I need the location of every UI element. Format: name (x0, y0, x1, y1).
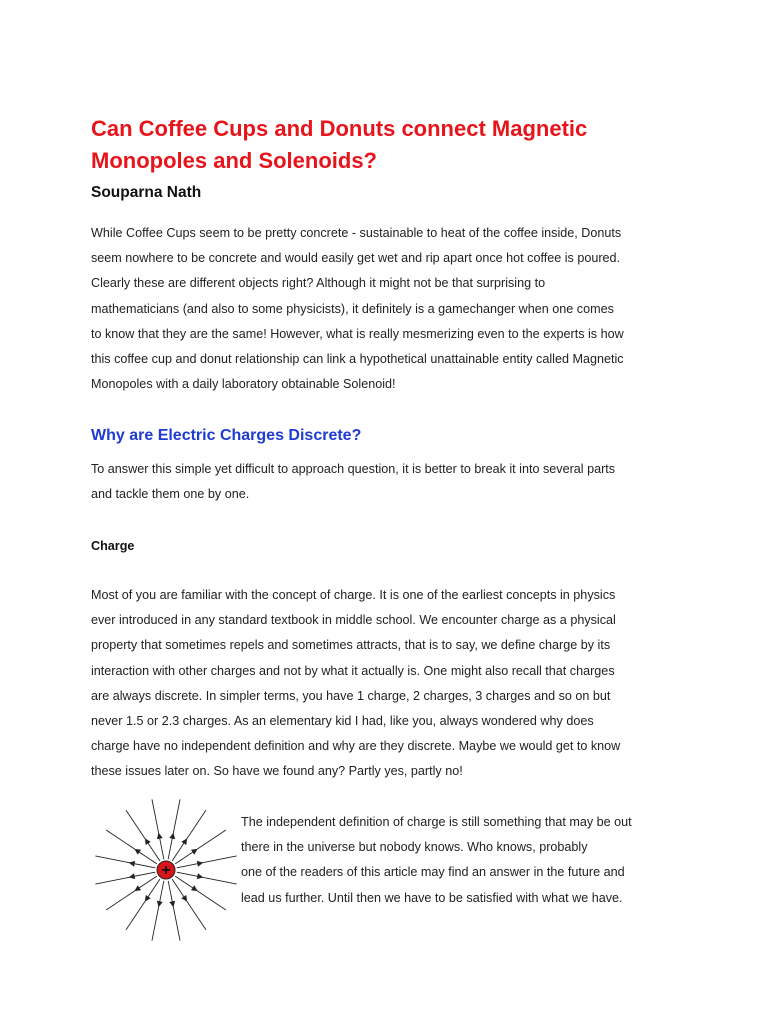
field-arrow (145, 838, 151, 845)
field-line (177, 872, 237, 884)
intro-line: this coffee cup and donut relationship can link a hypothetical unattainable entity called Magnetic (91, 352, 624, 367)
charge-symbol: + (161, 862, 171, 879)
charge-line: Most of you are familiar with the concept of charge. It is one of the earliest concepts in physics (91, 588, 616, 602)
answer-line: and tackle them one by one. (91, 487, 250, 502)
field-arrow (134, 849, 141, 855)
intro-line: Clearly these are different objects right? Although it might not be that surprising to (91, 276, 546, 291)
intro-line: Monopoles with a daily laboratory obtainable Solenoid! (91, 377, 396, 392)
field-arrow (169, 901, 175, 907)
field-arrow (129, 873, 135, 879)
charge-paragraph (91, 583, 620, 785)
field-arrow (197, 861, 203, 867)
article-author: Souparna Nath (91, 184, 202, 201)
field-line (126, 810, 160, 861)
field-line (95, 872, 155, 884)
side-line: The independent definition of charge is still something that may be out (241, 815, 632, 829)
section-heading: Why are Electric Charges Discrete? (91, 427, 362, 444)
field-line (152, 799, 164, 859)
answer-paragraph (91, 457, 615, 507)
field-arrow (181, 895, 187, 902)
charge-line: are always discrete. In simpler terms, you have 1 charge, 2 charges, 3 charges and so on but (91, 688, 611, 703)
field-line (168, 799, 180, 859)
field-line (175, 876, 226, 910)
intro-line: seem nowhere to be concrete and would easily get wet and rip apart once hot coffee is poured. (91, 251, 621, 266)
charge-line: property that sometimes repels and sometimes attracts, that is to say, we define charge by its (91, 638, 611, 653)
intro-paragraph (91, 221, 624, 397)
field-arrow (191, 885, 198, 891)
charge-line: ever introduced in any standard textbook in middle school. We encounter charge as a physical (91, 613, 616, 628)
field-line (168, 881, 180, 941)
answer-line: To answer this simple yet difficult to approach question, it is better to break it into several parts (91, 462, 616, 476)
field-line (172, 810, 206, 861)
field-line (95, 856, 155, 868)
field-arrow (145, 895, 151, 902)
side-paragraph (241, 810, 632, 911)
field-arrow (197, 873, 203, 879)
field-line (175, 830, 226, 864)
field-line (106, 876, 157, 910)
field-line (152, 881, 164, 941)
field-line (172, 879, 206, 930)
side-line: one of the readers of this article may find an answer in the future and (241, 865, 625, 880)
field-line (177, 856, 237, 868)
field-arrow (129, 861, 135, 867)
charge-line: never 1.5 or 2.3 charges. As an elementary kid I had, like you, always wondered why does (91, 714, 594, 729)
field-arrow (181, 838, 187, 845)
field-arrow (157, 901, 163, 907)
charge-subheading: Charge (91, 539, 135, 553)
side-line: there in the universe but nobody knows. Who knows, probably (241, 840, 588, 855)
charge-line: charge have no independent definition and why are they discrete. Maybe we would get to know (91, 739, 621, 754)
charge-line: these issues later on. So have we found any? Partly yes, partly no! (91, 764, 463, 779)
field-arrow (169, 833, 175, 839)
field-arrow (157, 833, 163, 839)
intro-line: While Coffee Cups seem to be pretty concrete - sustainable to heat of the coffee inside, Donuts (91, 226, 622, 240)
side-line: lead us further. Until then we have to be satisfied with what we have. (241, 890, 623, 905)
charge-line: interaction with other charges and not by what it actually is. One might also recall that charges (91, 663, 615, 678)
field-line (106, 830, 157, 864)
electric-field-diagram (91, 795, 241, 945)
field-arrow (134, 885, 141, 891)
intro-line: mathematicians (and also to some physicists), it definitely is a gamechanger when one comes (91, 301, 614, 316)
field-arrow (191, 849, 198, 855)
positive-charge-field-figure (91, 795, 241, 945)
article-title: Can Coffee Cups and Donuts connect Magnetic Monopoles and Solenoids? (91, 116, 588, 173)
intro-line: to know that they are the same! However, what is really mesmerizing even to the experts is how (91, 326, 624, 341)
field-line (126, 879, 160, 930)
